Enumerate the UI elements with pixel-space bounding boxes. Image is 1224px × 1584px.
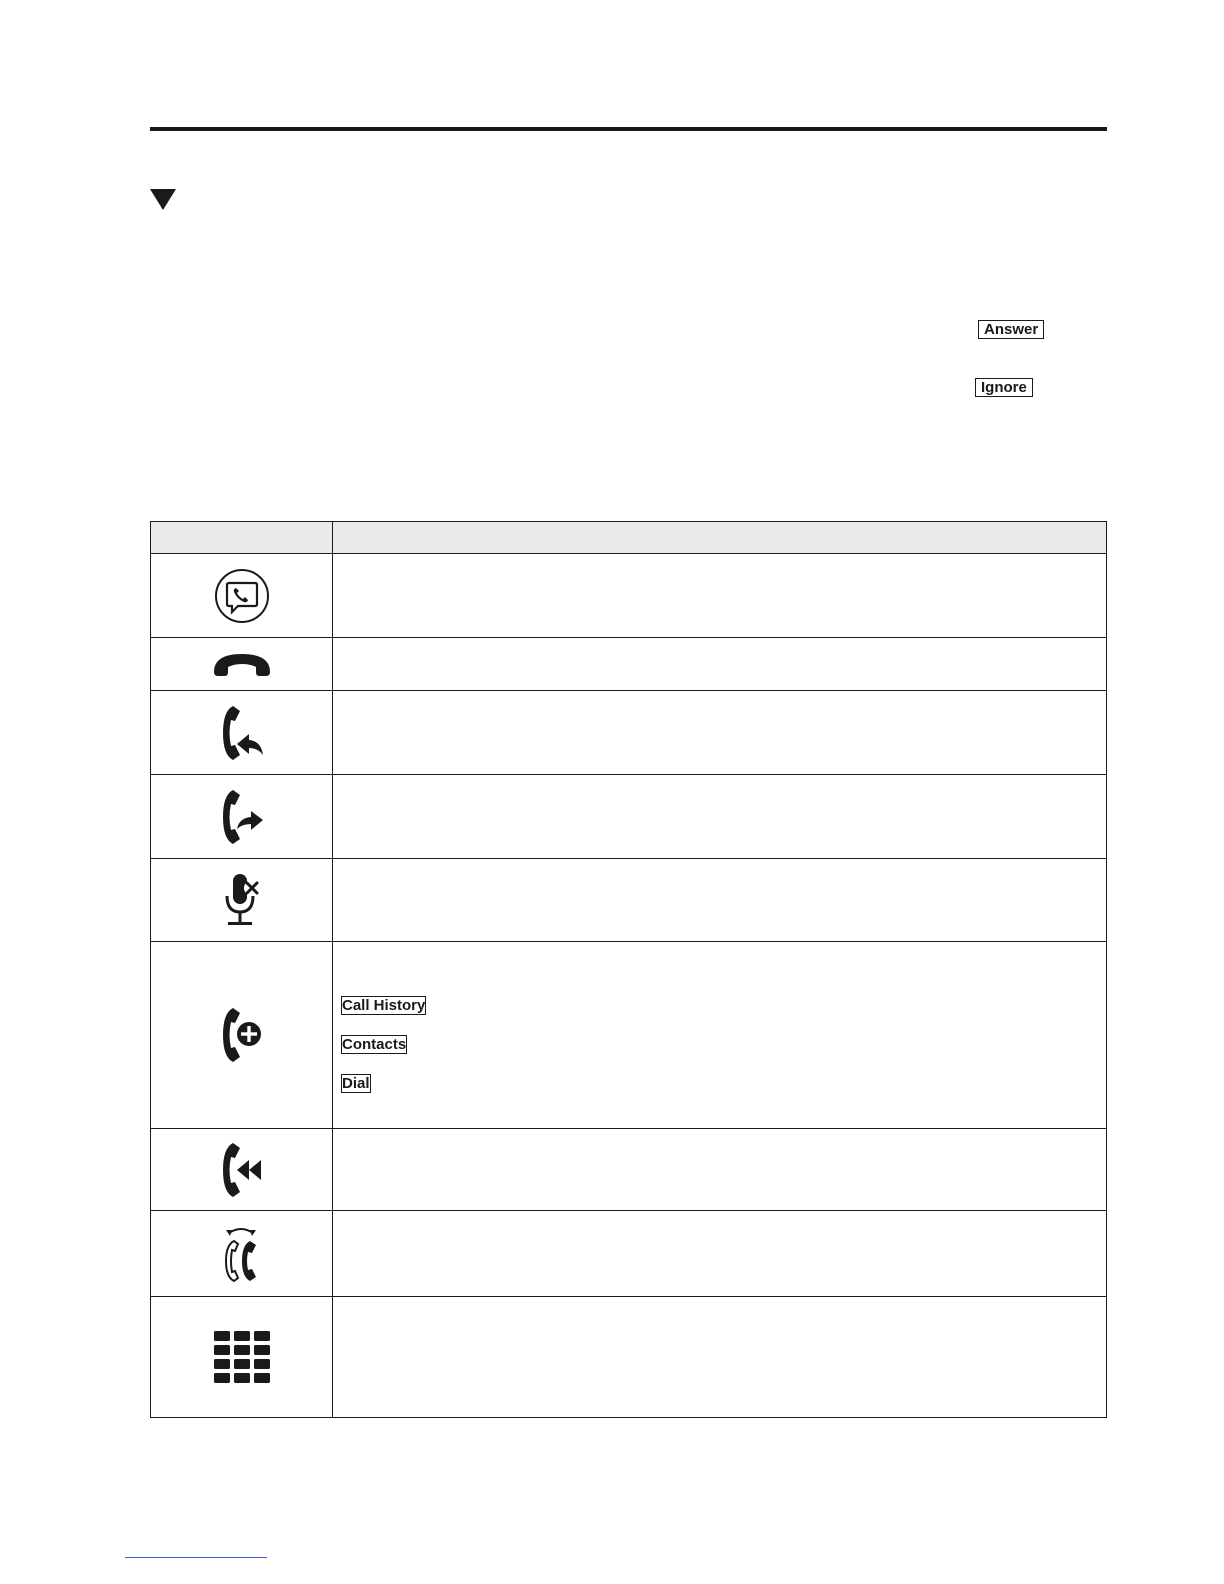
table-row — [151, 775, 1107, 859]
description-cell — [333, 942, 1107, 1129]
icon-cell — [151, 691, 333, 775]
dial-softkey-label: Dial — [342, 1074, 370, 1092]
contacts-softkey-label: Contacts — [342, 1035, 407, 1053]
header-cell-icon — [151, 522, 333, 554]
icon-cell — [151, 1211, 333, 1297]
description-cell — [333, 1129, 1107, 1211]
ignore-softkey-label: Ignore — [975, 378, 1033, 397]
description-cell — [333, 554, 1107, 638]
description-cell — [333, 775, 1107, 859]
phone-arrow-in-icon — [217, 703, 267, 763]
table-row — [151, 1297, 1107, 1418]
icon-cell — [151, 554, 333, 638]
icon-cell — [151, 638, 333, 691]
icon-cell — [151, 859, 333, 942]
phone-add-icon — [217, 1005, 267, 1065]
description-cell — [333, 1211, 1107, 1297]
section-marker-triangle-icon — [150, 189, 176, 210]
answer-softkey-label: Answer — [978, 320, 1044, 339]
swap-calls-icon — [217, 1223, 267, 1285]
table-row — [151, 1129, 1107, 1211]
icon-cell — [151, 942, 333, 1129]
description-cell — [333, 859, 1107, 942]
description-cell — [333, 1297, 1107, 1418]
call-icon-table — [150, 521, 1107, 1418]
icon-cell — [151, 1129, 333, 1211]
description-cell — [333, 638, 1107, 691]
description-cell — [333, 691, 1107, 775]
icon-cell — [151, 1297, 333, 1418]
table-row — [151, 554, 1107, 638]
softkey-list — [341, 996, 1106, 1093]
phone-double-arrow-icon — [217, 1140, 267, 1200]
top-rule — [150, 127, 1107, 131]
footer-link-underline — [125, 1557, 267, 1558]
keypad-icon — [213, 1330, 271, 1384]
mute-microphone-icon — [220, 870, 264, 930]
table-row — [151, 691, 1107, 775]
hang-up-icon — [212, 650, 272, 678]
table-row — [151, 942, 1107, 1129]
header-cell-description — [333, 522, 1107, 554]
table-row — [151, 859, 1107, 942]
table-header-row — [151, 522, 1107, 554]
table-row — [151, 638, 1107, 691]
call-history-softkey-label: Call History — [342, 996, 426, 1014]
phone-message-bubble-icon — [214, 568, 270, 624]
phone-arrow-out-icon — [217, 787, 267, 847]
table-row — [151, 1211, 1107, 1297]
icon-cell — [151, 775, 333, 859]
